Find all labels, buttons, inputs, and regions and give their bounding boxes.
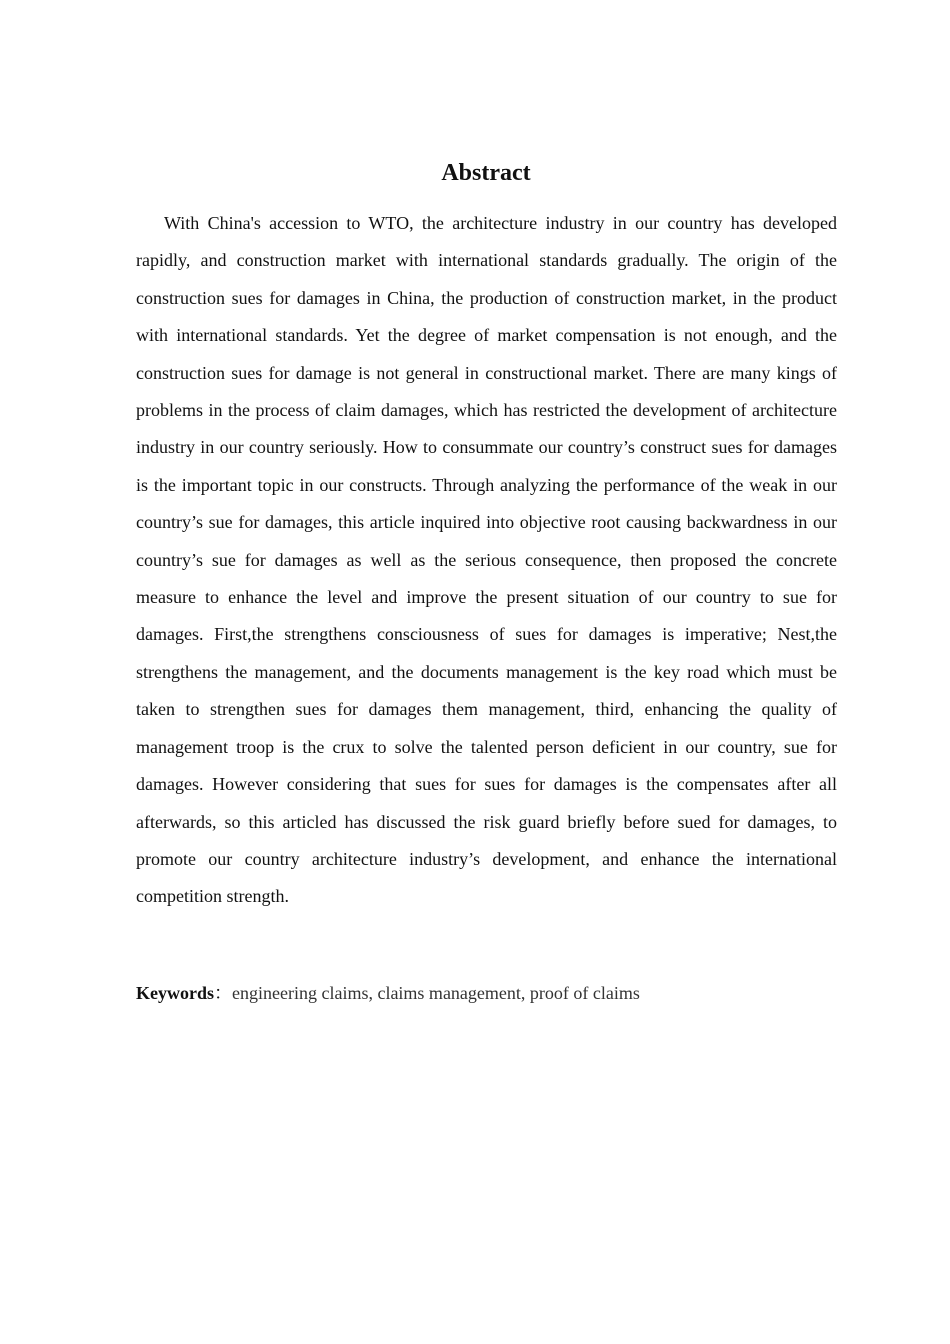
abstract-title: Abstract — [441, 160, 531, 186]
keywords-label: Keywords — [136, 983, 214, 1003]
keywords-separator: ： — [214, 983, 232, 1003]
keywords-line — [136, 978, 837, 1008]
abstract-paragraph: With China's accession to WTO, the architecture industry in our country has developed rapidly, and construction market with international standards gradually. The origin of the construction sues for damages in China, the production of construction market, in the product with international standards. Yet the degree of market compensation is not enough, and the construction sues for damage is not general in constructional market. There are many kings of problems in the process of claim damages, which has restricted the development of architecture industry in our country seriously. How to consummate our country’s construct sues for damages is the important topic in our constructs. Through analyzing the performance of the weak in our country’s sue for damages, this article inquired into objective root causing backwardness in our country’s sue for damages as well as the serious consequence, then proposed the concrete measure to enhance the level and improve the present situation of our country to sue for damages. First,the strengthens consciousness of sues for damages is imperative; Nest,the strengthens the management, and the documents management is the key road which must be taken to strengthen sues for damages them management, third, enhancing the quality of management troop is the crux to solve the talented person deficient in our country, sue for damages. However considering that sues for sues for damages is the compensates after all afterwards, so this articled has discussed the risk guard briefly before sued for damages, to promote our country architecture industry’s development, and enhance the international competition strength. — [136, 213, 837, 907]
keywords-value: engineering claims, claims management, proof of claims — [232, 983, 640, 1003]
